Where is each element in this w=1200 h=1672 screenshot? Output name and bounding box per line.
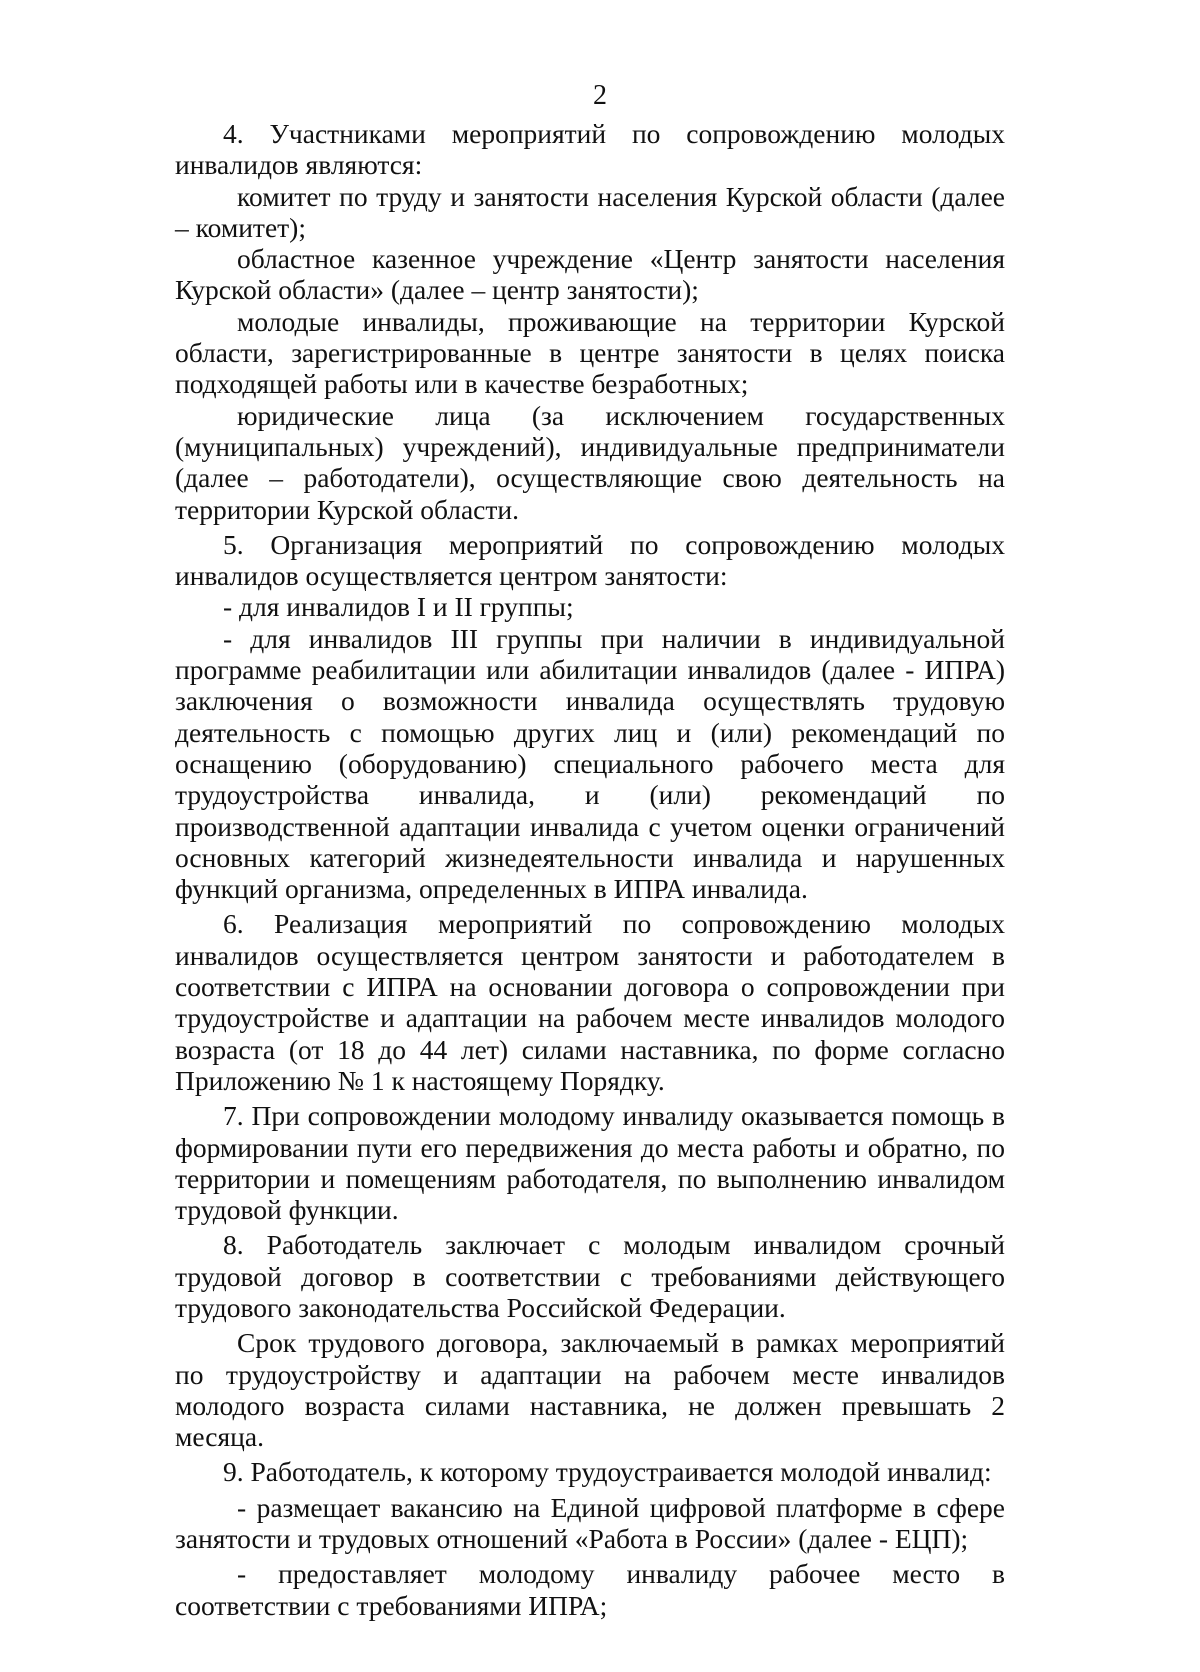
paragraph-6: 6. Реализация мероприятий по сопровождению молодых инвалидов осуществляется центром занятости и работодателем в соответствии с ИПРА на основании договора о сопровождении при трудоустройстве и адаптации на рабочем месте инвалидов молодого возраста (от 18 до 44 лет) силами наставника, по форме согласно Приложению № 1 к настоящему Порядку. [175,908,1005,1096]
list-item-employers: юридические лица (за исключением государственных (муниципальных) учреждений), индивидуальные предприниматели (далее – работодатели), осуществляющие свою деятельность на территории Курской области. [175,399,1005,525]
paragraph-contract-term: Срок трудового договора, заключаемый в рамках мероприятий по трудоустройству и адаптации на рабочем месте инвалидов молодого возраста силами наставника, не должен превышать 2 месяца. [175,1327,1005,1453]
paragraph-4: 4. Участниками мероприятий по сопровождению молодых инвалидов являются: [175,118,1005,181]
list-item-group-1-2: - для инвалидов I и II группы; [223,591,574,623]
paragraph-9: 9. Работодатель, к которому трудоустраивается молодой инвалид: [223,1456,992,1488]
paragraph-8: 8. Работодатель заключает с молодым инвалидом срочный трудовой договор в соответствии с требованиями действующего трудового законодательства Российской Федерации. [175,1229,1005,1323]
list-item-workplace: - предоставляет молодому инвалиду рабочее место в соответствии с требованиями ИПРА; [175,1558,1005,1621]
paragraph-7: 7. При сопровождении молодому инвалиду оказывается помощь в формировании пути его передвижения до места работы и обратно, по территории и помещениям работодателя, по выполнению инвалидом трудовой функции. [175,1100,1005,1226]
document-body [175,118,1005,1621]
list-item-group-3: - для инвалидов III группы при наличии в индивидуальной программе реабилитации или абилитации инвалидов (далее - ИПРА) заключения о возможности инвалида осуществлять трудовую деятельность с помощью других лиц и (или) рекомендаций по оснащению (оборудованию) специального рабочего места для трудоустройства инвалида, и (или) рекомендаций по производственной адаптации инвалида с учетом оценки ограничений основных категорий жизнедеятельности инвалида и нарушенных функций организма, определенных в ИПРА инвалида. [175,622,1005,905]
list-item-committee: комитет по труду и занятости населения Курской области (далее – комитет); [175,180,1005,243]
list-item-employment-center: областное казенное учреждение «Центр занятости населения Курской области» (далее – центр занятости); [175,243,1005,306]
page-number: 2 [593,80,607,111]
list-item-young-disabled: молодые инвалиды, проживающие на территории Курской области, зарегистрированные в центре занятости в целях поиска подходящей работы или в качестве безработных; [175,305,1005,400]
paragraph-5: 5. Организация мероприятий по сопровождению молодых инвалидов осуществляется центром занятости: [175,528,1005,592]
list-item-vacancy: - размещает вакансию на Единой цифровой платформе в сфере занятости и трудовых отношений «Работа в России» (далее - ЕЦП); [175,1491,1005,1555]
